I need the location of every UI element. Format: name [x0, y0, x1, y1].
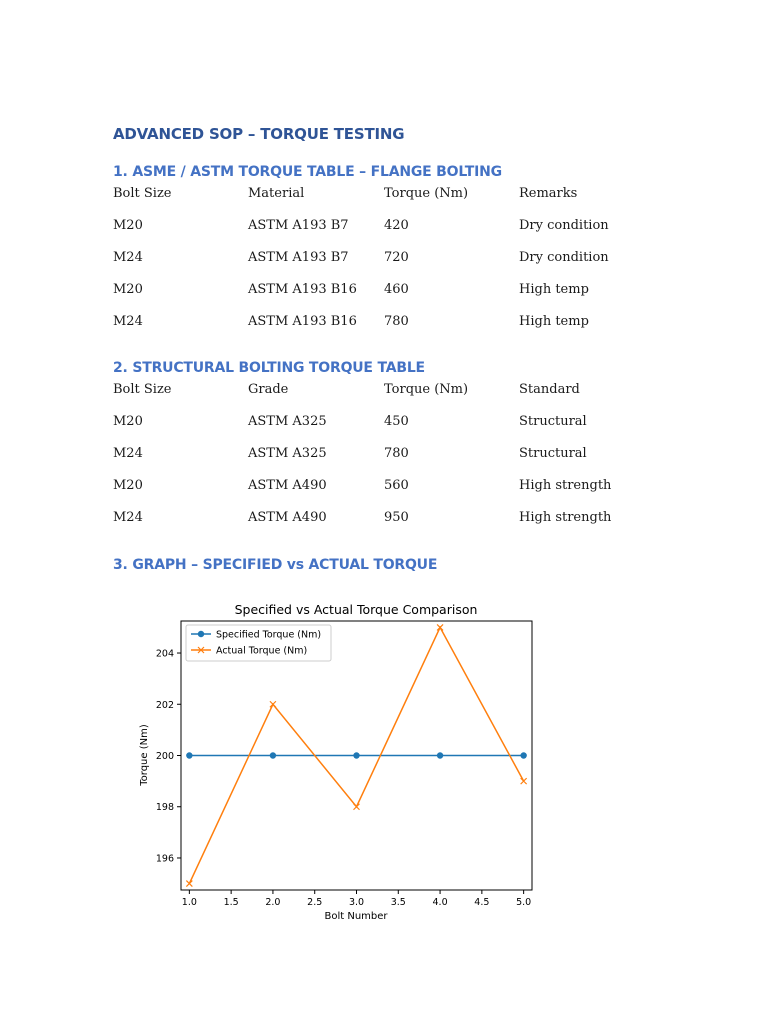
plot-area: [156, 624, 531, 908]
actual-torque-point: [354, 804, 360, 810]
column-header: Grade: [248, 382, 289, 397]
column-header: Standard: [519, 382, 580, 397]
column-header: Bolt Size: [113, 382, 172, 397]
specified-torque-point: [353, 752, 359, 758]
table-cell: M24: [113, 510, 143, 525]
table-cell: 560: [384, 478, 409, 493]
table-row: [113, 478, 633, 510]
table-row: [113, 250, 633, 282]
table-cell: M24: [113, 250, 143, 265]
column-header: Material: [248, 186, 305, 201]
x-tick-label: 2.0: [265, 897, 281, 908]
table-cell: ASTM A193 B16: [248, 282, 357, 297]
structural-bolting-table: [113, 382, 633, 542]
table-cell: ASTM A325: [248, 414, 327, 429]
y-tick-label: 202: [155, 699, 174, 711]
table-row: [113, 218, 633, 250]
y-tick-label: 198: [155, 802, 174, 814]
x-tick-label: 4.5: [474, 897, 490, 908]
x-tick-label: 2.5: [307, 897, 323, 908]
table-cell: 450: [384, 414, 409, 429]
table-cell: 420: [384, 218, 409, 233]
table-cell: High temp: [519, 282, 589, 297]
table-cell: 780: [384, 314, 409, 329]
y-tick-label: 204: [155, 648, 174, 660]
chart-legend: [186, 625, 331, 661]
section-heading-flange-bolting: 1. ASME / ASTM TORQUE TABLE – FLANGE BOLTING: [113, 164, 502, 180]
table-cell: ASTM A325: [248, 446, 327, 461]
x-tick-label: 1.0: [181, 897, 197, 908]
table-cell: ASTM A193 B7: [248, 250, 349, 265]
column-header: Remarks: [519, 186, 578, 201]
actual-torque-point: [437, 624, 443, 630]
document-title: ADVANCED SOP – TORQUE TESTING: [113, 125, 405, 143]
table-cell: M24: [113, 314, 143, 329]
x-tick-label: 5.0: [516, 897, 532, 908]
specified-torque-point: [437, 752, 443, 758]
table-cell: 720: [384, 250, 409, 265]
table-cell: Structural: [519, 446, 587, 461]
y-tick-label: 200: [155, 751, 174, 762]
table-row: [113, 510, 633, 542]
table-cell: High strength: [519, 510, 612, 525]
table-row: [113, 446, 633, 478]
specified-torque-point: [520, 752, 526, 758]
legend-marker-specified: [198, 631, 204, 637]
table-cell: ASTM A193 B7: [248, 218, 349, 233]
table-cell: High strength: [519, 478, 612, 493]
actual-torque-point: [521, 778, 527, 784]
x-tick-label: 4.0: [432, 897, 448, 908]
table-cell: Dry condition: [519, 218, 609, 233]
specified-torque-point: [186, 752, 192, 758]
table-cell: 460: [384, 282, 409, 297]
table-cell: Dry condition: [519, 250, 609, 265]
flange-bolting-table: [113, 186, 633, 346]
table-cell: M20: [113, 414, 143, 429]
y-tick-label: 196: [155, 853, 174, 865]
table-cell: M20: [113, 282, 143, 297]
section-heading-graph: 3. GRAPH – SPECIFIED vs ACTUAL TORQUE: [113, 557, 438, 573]
column-header: Torque (Nm): [384, 382, 469, 397]
x-tick-label: 1.5: [223, 897, 239, 908]
table-header-row: [113, 186, 633, 218]
legend-label-actual: Actual Torque (Nm): [216, 645, 308, 657]
x-tick-label: 3.5: [390, 897, 406, 908]
torque-comparison-chart: [130, 595, 540, 930]
x-tick-label: 3.0: [348, 897, 365, 908]
column-header: Bolt Size: [113, 186, 172, 201]
table-cell: High temp: [519, 314, 589, 329]
section-heading-structural-bolting: 2. STRUCTURAL BOLTING TORQUE TABLE: [113, 360, 425, 376]
table-row: [113, 282, 633, 314]
table-row: [113, 314, 633, 346]
table-cell: ASTM A490: [248, 478, 327, 493]
chart-canvas: [130, 595, 540, 930]
table-cell: ASTM A490: [248, 510, 327, 525]
x-axis-label: Bolt Number: [324, 911, 388, 922]
chart-title: Specified vs Actual Torque Comparison: [234, 602, 478, 617]
table-cell: 780: [384, 446, 409, 461]
column-header: Torque (Nm): [384, 186, 469, 201]
table-row: [113, 414, 633, 446]
table-cell: M24: [113, 446, 143, 461]
table-cell: M20: [113, 218, 143, 233]
specified-torque-point: [270, 752, 276, 758]
table-header-row: [113, 382, 633, 414]
y-axis-label: Torque (Nm): [139, 724, 150, 786]
legend-label-specified: Specified Torque (Nm): [216, 629, 322, 641]
table-cell: M20: [113, 478, 143, 493]
actual-torque-point: [270, 701, 276, 707]
table-cell: Structural: [519, 414, 587, 429]
actual-torque-point: [186, 881, 192, 887]
table-cell: 950: [384, 510, 409, 525]
table-cell: ASTM A193 B16: [248, 314, 357, 329]
